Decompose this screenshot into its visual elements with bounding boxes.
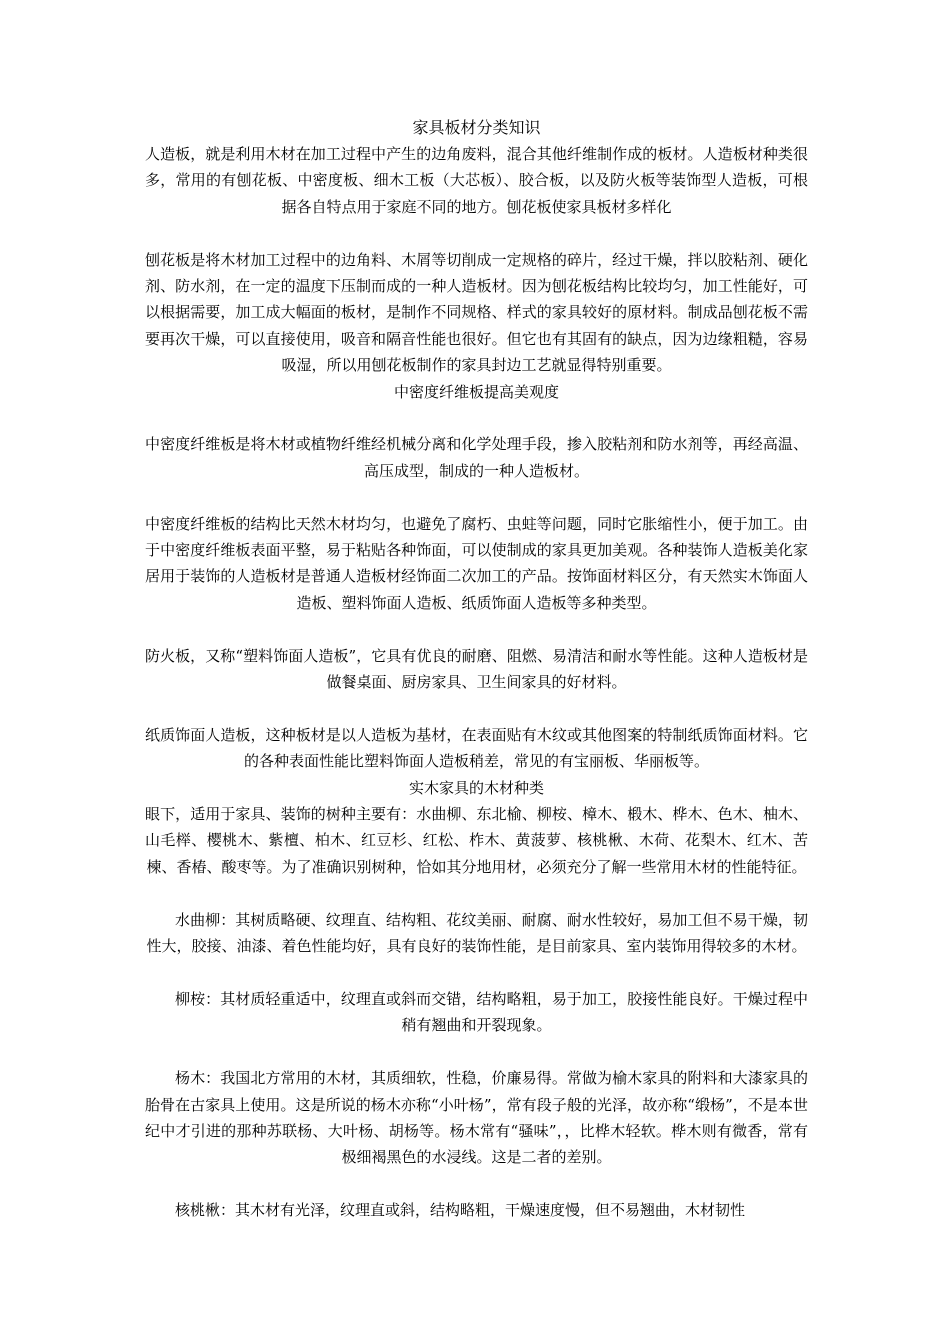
- paragraph-gap: [145, 1171, 808, 1197]
- paragraph-wood-based-panels: 人造板，就是利用木材在加工过程中产生的边角废料，混合其他纤维制作成的板材。人造板材种类很多，常用的有刨花板、中密度板、细木工板（大芯板）、胶合板，以及防火板等装饰型人造板，可根据各自特点用于家庭不同的地方。刨花板使家具板材多样化: [145, 145, 808, 216]
- paragraph-gap: [145, 960, 808, 986]
- paragraph-walnut: 核桃楸：其木材有光泽，纹理直或斜，结构略粗，干燥速度慢，但不易翘曲，木材韧性: [175, 1201, 746, 1220]
- paragraph-mdf-definition: 中密度纤维板是将木材或植物纤维经机械分离和化学处理手段，掺入胶粘剂和防水剂等，再经高温、高压成型，制成的一种人造板材。: [145, 435, 808, 480]
- paragraph-lauan: 柳桉：其材质轻重适中，纹理直或斜而交错，结构略粗，易于加工，胶接性能良好。干燥过程中稍有翘曲和开裂现象。: [175, 989, 808, 1035]
- paragraph-gap: [145, 1039, 808, 1065]
- paragraph-fireproof-board: 防火板，又称“塑料饰面人造板”，它具有优良的耐磨、阻燃、易清洁和耐水等性能。这种人造板材是做餐桌面、厨房家具、卫生间家具的好材料。: [145, 646, 808, 692]
- paragraph-gap: [145, 220, 808, 246]
- paragraph-paper-veneer: 纸质饰面人造板，这种板材是以人造板为基材，在表面贴有木纹或其他图案的特制纸质饰面材料。它的各种表面性能比塑料饰面人造板稍差，常见的有宝丽板、华丽板等。: [145, 725, 808, 771]
- paragraph-ash-wood: 水曲柳：其树质略硬、纹理直、结构粗、花纹美丽、耐腐、耐水性较好，易加工但不易干燥，韧性大，胶接、油漆、着色性能均好，具有良好的装饰性能，是目前家具、室内装饰用得较多的木材。: [146, 910, 808, 956]
- section-heading-mdf: 中密度纤维板提高美观度: [393, 382, 559, 401]
- document-page: [145, 115, 808, 1224]
- paragraph-tree-species: 眼下，适用于家具、装饰的树种主要有：水曲柳、东北榆、柳桉、樟木、椴木、桦木、色木、柚木、山毛榉、樱桃木、紫檀、柏木、红豆杉、红松、柞木、黄菠萝、核桃楸、木荷、花梨木、红木、苦楝、香椿、酸枣等。为了准确识别树种，恰如其分地用材，必须充分了解一些常用木材的性能特征。: [145, 805, 808, 876]
- paragraph-gap: [145, 616, 808, 642]
- document-title: 家具板材分类知识: [412, 118, 541, 137]
- paragraph-gap: [145, 405, 808, 431]
- paragraph-gap: [145, 695, 808, 721]
- paragraph-poplar: 杨木：我国北方常用的木材，其质细软，性稳，价廉易得。常做为榆木家具的附料和大漆家具的胎骨在古家具上使用。这是所说的杨木亦称“小叶杨”，常有段子般的光泽，故亦称“缎杨”，不是本世纪中才引进的那种苏联杨、大叶杨、胡杨等。杨木常有“骚味”，，比桦木轻软。桦木则有微香，常有极细褐黑色的水浸线。这是二者的差别。: [145, 1069, 808, 1167]
- paragraph-mdf-structure: 中密度纤维板的结构比天然木材均匀，也避免了腐朽、虫蛀等问题，同时它胀缩性小，便于加工。由于中密度纤维板表面平整，易于粘贴各种饰面，可以使制成的家具更加美观。各种装饰人造板美化家居用于装饰的人造板材是普通人造板材经饰面二次加工的产品。按饰面材料区分，有天然实木饰面人造板、塑料饰面人造板、纸质饰面人造板等多种类型。: [145, 514, 808, 612]
- paragraph-particleboard: 刨花板是将木材加工过程中的边角料、木屑等切削成一定规格的碎片，经过干燥，拌以胶粘剂、硬化剂、防水剂，在一定的温度下压制而成的一种人造板材。因为刨花板结构比较均匀，加工性能好，可以根据需要，加工成大幅面的板材，是制作不同规格、样式的家具较好的原材料。制成品刨花板不需要再次干燥，可以直接使用，吸音和隔音性能也很好。但它也有其固有的缺点，因为边缘粗糙，容易吸湿，所以用刨花板制作的家具封边工艺就显得特别重要。: [145, 250, 808, 375]
- paragraph-gap: [145, 880, 808, 906]
- paragraph-gap: [145, 484, 808, 510]
- section-heading-solid-wood: 实木家具的木材种类: [408, 778, 544, 797]
